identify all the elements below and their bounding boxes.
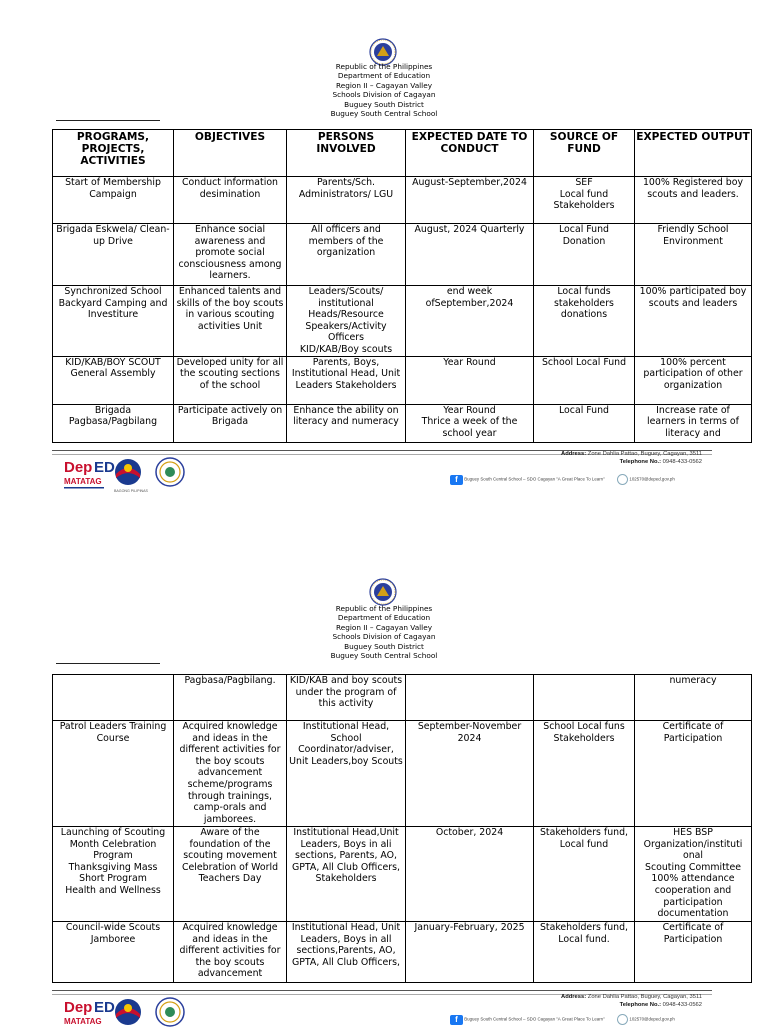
table-cell: Pagbasa/Pagbilang.	[174, 675, 287, 721]
header-divider	[56, 120, 160, 121]
deped-logo-icon	[64, 999, 115, 1026]
email-icon	[617, 1014, 628, 1025]
table-cell: Enhance the ability on literacy and numeracy	[287, 404, 406, 442]
phone-label: Telephone No.:	[619, 459, 662, 465]
footer-logos	[64, 452, 204, 496]
column-header: PERSONS INVOLVED	[287, 130, 406, 177]
table-cell: KID/KAB/BOY SCOUT General Assembly	[53, 356, 174, 404]
page-1	[0, 0, 768, 512]
table-cell: September-November 2024	[406, 721, 534, 827]
action-plan-table	[52, 129, 752, 443]
school-seal-icon	[156, 458, 184, 486]
header-line: Republic of the Philippines	[335, 604, 433, 613]
table-cell: Year Round Thrice a week of the school year	[406, 404, 534, 442]
table-row	[53, 675, 752, 721]
school-seal-icon	[156, 998, 184, 1026]
header-line: Buguey South District	[344, 641, 424, 651]
table-cell: Increase rate of learners in terms of literacy and	[635, 404, 752, 442]
svg-text:BAGONG PILIPINAS: BAGONG PILIPINAS	[114, 489, 148, 493]
table-cell: Brigada Pagbasa/Pagbilang	[53, 404, 174, 442]
table-cell: Brigada Eskwela/ Clean-up Drive	[53, 224, 174, 286]
address-value: Zone Dahlia Pattao, Buguey, Cagayan, 3511	[587, 451, 702, 457]
table-cell: Participate actively on Brigada	[174, 404, 287, 442]
column-header: EXPECTED DATE TO CONDUCT	[406, 130, 534, 177]
svg-text:ED: ED	[94, 459, 115, 476]
header-line: Region II – Cagayan Valley	[335, 80, 433, 90]
table-cell	[534, 675, 635, 721]
table-cell: Start of Membership Campaign	[53, 177, 174, 224]
facebook-page-text[interactable]: Buguey South Central School – SDO Cagayan "A Great Place To Learn"	[464, 1016, 605, 1022]
bagong-pilipinas-logo-icon	[114, 459, 149, 493]
table-cell: Patrol Leaders Training Course	[53, 721, 174, 827]
header-line: Department of Education	[337, 71, 431, 81]
address-label: Address:	[561, 994, 587, 1000]
table-cell: School Local Fund	[534, 356, 635, 404]
table-row	[53, 404, 752, 442]
column-header: SOURCE OF FUND	[534, 130, 635, 177]
table-cell: Stakeholders fund, Local fund	[534, 827, 635, 922]
phone-value: 0948-433-0562	[662, 459, 702, 465]
header-line: Buguey South Central School	[330, 651, 438, 661]
table-header-row	[53, 130, 752, 177]
footer-contact	[450, 1014, 675, 1025]
address-label: Address:	[561, 451, 587, 457]
footer-address	[561, 993, 702, 1009]
table-cell: August, 2024 Quarterly	[406, 224, 534, 286]
footer-address	[561, 450, 702, 466]
column-header: PROGRAMS, PROJECTS, ACTIVITIES	[53, 130, 174, 177]
table-cell: KID/KAB and boy scouts under the program of this activity	[287, 675, 406, 721]
facebook-icon: f	[450, 1015, 463, 1025]
table-cell: Synchronized School Backyard Camping and Investiture	[53, 286, 174, 357]
facebook-page-text[interactable]: Buguey South Central School – SDO Cagayan "A Great Place To Learn"	[464, 476, 605, 482]
table-cell: SEF Local fund Stakeholders	[534, 177, 635, 224]
table-row	[53, 922, 752, 983]
table-cell: 100% participated boy scouts and leaders	[635, 286, 752, 357]
deped-logo-icon	[64, 459, 115, 489]
table-cell: Institutional Head, Unit Leaders, Boys in all sections,Parents, AO, GPTA, All Club Officers,	[287, 922, 406, 983]
table-row	[53, 827, 752, 922]
svg-text:ED: ED	[94, 999, 115, 1016]
column-header: EXPECTED OUTPUT	[635, 130, 752, 177]
footer-contact	[450, 474, 675, 485]
table-cell: Acquired knowledge and ideas in the different activities for the boy scouts advancement scheme/programs through trainings, camp-orals and jamborees.	[174, 721, 287, 827]
phone-value: 0948-433-0562	[662, 1002, 702, 1008]
table-cell: Launching of Scouting Month Celebration Program Thanksgiving Mass Short Program Health and Wellness	[53, 827, 174, 922]
table-cell: School Local funs Stakeholders	[534, 721, 635, 827]
table-row	[53, 356, 752, 404]
page-2	[0, 512, 768, 1024]
table-cell: January-February, 2025	[406, 922, 534, 983]
table-cell: August-September,2024	[406, 177, 534, 224]
table-cell: Leaders/Scouts/ institutional Heads/Resource Speakers/Activity Officers KID/KAB/Boy scouts	[287, 286, 406, 357]
header-line: Buguey South Central School	[330, 109, 438, 119]
table-row	[53, 286, 752, 357]
svg-text:MATATAG: MATATAG	[64, 477, 102, 486]
header-line: Region II – Cagayan Valley	[335, 622, 433, 632]
table-cell: October, 2024	[406, 827, 534, 922]
table-cell: HES BSP Organization/instituti onal Scouting Committee 100% attendance cooperation and participation documentation	[635, 827, 752, 922]
table-cell: All officers and members of the organization	[287, 224, 406, 286]
table-cell: Year Round	[406, 356, 534, 404]
email-icon	[617, 474, 628, 485]
table-cell	[406, 675, 534, 721]
svg-text:MATATAG: MATATAG	[64, 1017, 102, 1026]
header-line: Buguey South District	[344, 99, 424, 109]
footer-divider	[52, 990, 712, 991]
header-line: Department of Education	[337, 613, 431, 623]
table-cell: 100% percent participation of other organization	[635, 356, 752, 404]
email-text[interactable]: 102570@deped.gov.ph	[629, 476, 675, 482]
table-cell: Certificate of Participation	[635, 721, 752, 827]
table-cell: Institutional Head,Unit Leaders, Boys in ali sections, Parents, AO, GPTA, All Club Officers, Stakeholders	[287, 827, 406, 922]
header-divider	[56, 663, 160, 664]
action-plan-table-continued	[52, 674, 752, 983]
table-cell: Parents/Sch. Administrators/ LGU	[287, 177, 406, 224]
table-cell: Enhanced talents and skills of the boy scouts in various scouting activities Unit	[174, 286, 287, 357]
header-line: Republic of the Philippines	[335, 62, 433, 71]
column-header: OBJECTIVES	[174, 130, 287, 177]
table-cell: Local funds stakeholders donations	[534, 286, 635, 357]
facebook-icon: f	[450, 475, 463, 485]
table-cell: Local Fund Donation	[534, 224, 635, 286]
table-cell: Friendly School Environment	[635, 224, 752, 286]
header-line: Schools Division of Cagayan	[332, 632, 436, 642]
table-cell: Developed unity for all the scouting sections of the school	[174, 356, 287, 404]
address-value: Zone Dahlia Pattao, Buguey, Cagayan, 3511	[587, 994, 702, 1000]
table-cell: Stakeholders fund, Local fund.	[534, 922, 635, 983]
table-row	[53, 177, 752, 224]
phone-label: Telephone No.:	[619, 1002, 662, 1008]
table-cell: numeracy	[635, 675, 752, 721]
bagong-pilipinas-logo-icon	[115, 999, 141, 1025]
table-cell: end week ofSeptember,2024	[406, 286, 534, 357]
svg-text:Dep: Dep	[64, 459, 93, 476]
letterhead	[0, 62, 768, 118]
letterhead	[0, 604, 768, 660]
table-cell: Institutional Head, School Coordinator/adviser, Unit Leaders,boy Scouts	[287, 721, 406, 827]
table-cell: Acquired knowledge and ideas in the different activities for the boy scouts advancement	[174, 922, 287, 983]
footer-logos	[64, 992, 204, 1036]
svg-text:Dep: Dep	[64, 999, 93, 1016]
table-cell: Council-wide Scouts Jamboree	[53, 922, 174, 983]
table-cell: 100% Registered boy scouts and leaders.	[635, 177, 752, 224]
table-cell: Conduct information desimination	[174, 177, 287, 224]
table-cell: Parents, Boys, Institutional Head, Unit Leaders Stakeholders	[287, 356, 406, 404]
table-row	[53, 224, 752, 286]
deped-seal-icon	[364, 578, 402, 606]
email-text[interactable]: 102570@deped.gov.ph	[629, 1016, 675, 1022]
table-cell: Aware of the foundation of the scouting movement Celebration of World Teachers Day	[174, 827, 287, 922]
table-cell: Enhance social awareness and promote social consciousness among learners.	[174, 224, 287, 286]
table-row	[53, 721, 752, 827]
table-cell: Certificate of Participation	[635, 922, 752, 983]
table-cell	[53, 675, 174, 721]
header-line: Schools Division of Cagayan	[332, 90, 436, 100]
table-cell: Local Fund	[534, 404, 635, 442]
